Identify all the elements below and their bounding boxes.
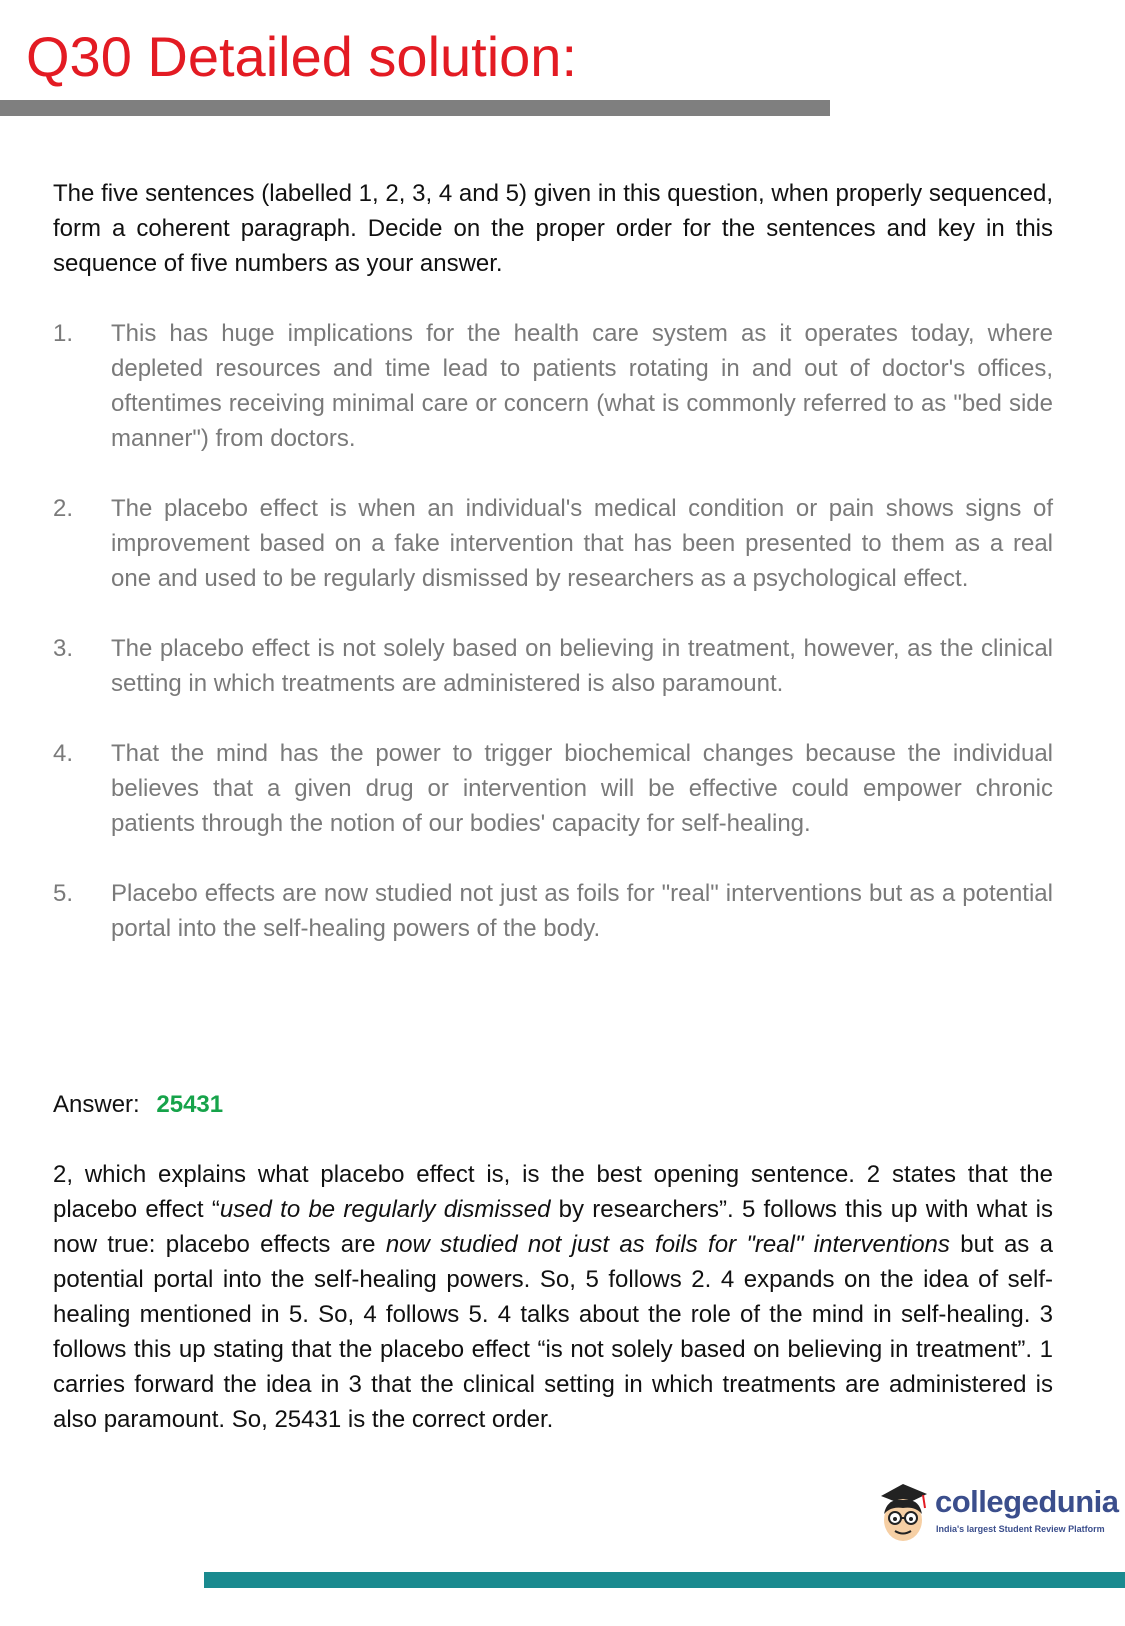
sentence-item-3 <box>53 631 1053 701</box>
page-title: Q30 Detailed solution: <box>26 25 578 88</box>
sentence-item-2 <box>53 491 1053 596</box>
question-intro: The five sentences (labelled 1, 2, 3, 4 and 5) given in this question, when properly sequenced, form a coherent paragraph. Decide on the proper order for the sentences and key in this sequence of five numbers as your answer. <box>53 180 1053 277</box>
sentence-number: 3. <box>53 635 74 662</box>
sentence-text: The placebo effect is not solely based on believing in treatment, however, as the clinical setting in which treatments are administered is also paramount. <box>111 635 1053 697</box>
sentence-text: This has huge implications for the health care system as it operates today, where depleted resources and time lead to patients rotating in and out of doctor's offices, oftentimes receiving minimal care or concern (what is commonly referred to as "bed side manner") from doctors. <box>111 320 1053 452</box>
sentence-item-4 <box>53 736 1053 841</box>
explanation-paragraph <box>53 1157 1053 1437</box>
explanation-text: 2, which explains what placebo effect is, is the best opening sentence. 2 states that the placebo effect “ <box>53 1161 1053 1223</box>
student-mascot-icon <box>873 1478 933 1548</box>
explanation-quote: now studied not just as foils for "real" interventions <box>385 1231 950 1258</box>
brand-name: collegedunia <box>935 1484 1119 1519</box>
explanation-text: but as a potential portal into the self-healing powers. So, 5 follows 2. 4 expands on the idea of self-healing mentioned in 5. So, 4 follows 5. 4 talks about the role of the mind in self-healing. 3 follows this up stating that the placebo effect “is not solely based on believing in treatment”. 1 carries forward the idea in 3 that the clinical setting in which treatments are administered is also paramount. So, 25431 is the correct order. <box>53 1231 1053 1433</box>
sentence-number: 1. <box>53 320 74 347</box>
sentence-number: 5. <box>53 880 74 907</box>
answer-line <box>53 1087 223 1122</box>
sentence-list <box>53 316 1053 981</box>
sentence-number: 4. <box>53 740 74 767</box>
answer-value: 25431 <box>156 1091 224 1118</box>
sentence-text: The placebo effect is when an individual's medical condition or pain shows signs of improvement based on a fake intervention that has been presented to them as a real one and used to be regularly dismissed by researchers as a psychological effect. <box>111 495 1053 592</box>
sentence-number: 2. <box>53 495 74 522</box>
explanation-text: by researchers”. 5 follows this up with what is now true: placebo effects are <box>53 1196 1053 1258</box>
sentence-text: That the mind has the power to trigger biochemical changes because the individual believes that a given drug or intervention will be effective could empower chronic patients through the notion of our bodies' capacity for self-healing. <box>111 740 1053 837</box>
brand-tagline: India's largest Student Review Platform <box>936 1524 1105 1534</box>
footer-bar <box>204 1572 1125 1588</box>
collegedunia-logo <box>873 1478 1119 1548</box>
sentence-text: Placebo effects are now studied not just as foils for "real" interventions but as a potential portal into the self-healing powers of the body. <box>111 880 1053 942</box>
title-underline-bar <box>0 100 830 116</box>
sentence-item-5 <box>53 876 1053 946</box>
explanation-quote: used to be regularly dismissed <box>219 1196 551 1223</box>
sentence-item-1 <box>53 316 1053 456</box>
answer-label: Answer: <box>53 1091 140 1118</box>
